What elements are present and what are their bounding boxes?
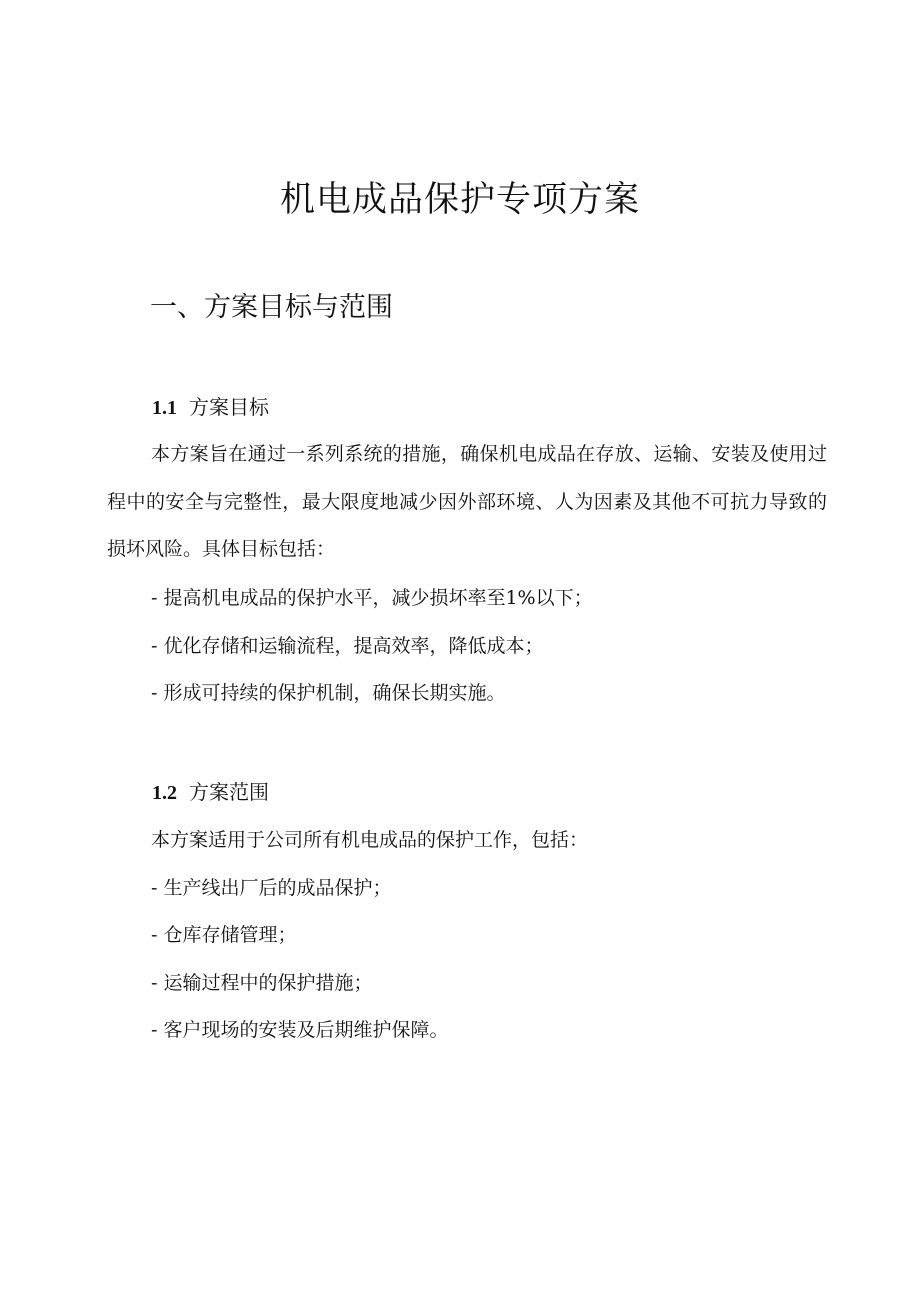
subsection-title: 方案目标 [189, 395, 269, 419]
subsection-number: 1.2 [152, 782, 177, 804]
scope-intro: 本方案适用于公司所有机电成品的保护工作，包括： [151, 829, 589, 851]
subsection-number: 1.1 [152, 397, 177, 419]
subsection-heading-1-1 [152, 390, 269, 425]
objective-item-3: - 形成可持续的保护机制，确保长期实施。 [151, 682, 506, 704]
objective-paragraph: 本方案旨在通过一系列系统的措施，确保机电成品在存放、运输、安装及使用过程中的安全与完整性，最大限度地减少因外部环境、人为因素及其他不可抗力导致的损坏风险。具体目标包括： [107, 443, 827, 560]
objective-item-2: - 优化存储和运输流程，提高效率，降低成本； [151, 635, 544, 657]
document-title: 机电成品保护专项方案 [279, 180, 640, 220]
objective-item-1: - 提高机电成品的保护水平，减少损坏率至1%以下； [151, 587, 593, 609]
section-heading-1: 一、方案目标与范围 [150, 292, 393, 323]
scope-item-4: - 客户现场的安装及后期维护保障。 [151, 1019, 449, 1041]
subsection-title: 方案范围 [189, 780, 269, 804]
scope-item-1: - 生产线出厂后的成品保护； [151, 877, 392, 899]
scope-item-3: - 运输过程中的保护措施； [151, 972, 373, 994]
subsection-heading-1-2 [152, 775, 269, 810]
scope-item-2: - 仓库存储管理； [151, 924, 297, 946]
